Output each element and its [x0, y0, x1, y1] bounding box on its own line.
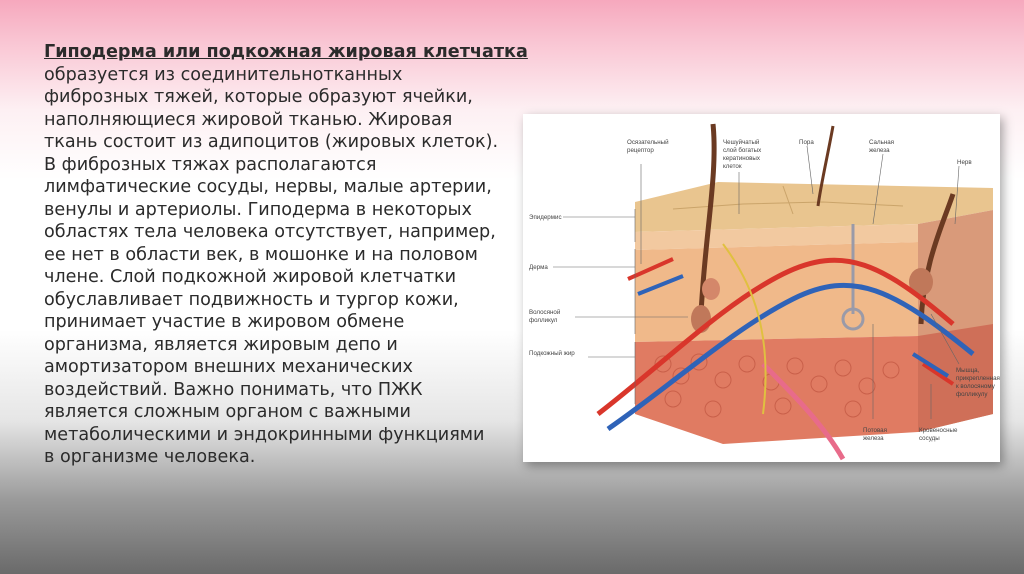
- slide-title: Гиподерма или подкожная жировая клетчатка: [44, 42, 528, 62]
- label-nerve: [957, 159, 972, 166]
- label-line: слой богатых: [723, 147, 762, 154]
- body-line: лимфатические сосуды, нервы, малые артерии,: [44, 177, 492, 197]
- label-line: фолликулу: [956, 391, 988, 398]
- body-line: образуется из соединительнотканных: [44, 64, 403, 85]
- label-keratin: [723, 139, 762, 170]
- body-line: областях тела человека отсутствует, например,: [44, 222, 496, 242]
- label-dermis: [529, 264, 548, 271]
- body-line: фиброзных тяжей, которые образуют ячейки,: [44, 87, 473, 107]
- body-line: ткань состоит из адипоцитов (жировых клеток).: [44, 132, 499, 152]
- body-line: метаболическими и эндокринными функциями: [44, 424, 485, 445]
- label-pore: [799, 139, 814, 146]
- body-line: организма, является жировым депо и: [44, 334, 398, 355]
- label-line: железа: [869, 147, 890, 154]
- skin-cross-section-illustration: [523, 114, 1000, 462]
- label-line: фолликул: [529, 317, 558, 324]
- label-muscle: [956, 367, 1000, 398]
- label-line: Дерма: [529, 264, 548, 271]
- body-line: венулы и артериолы. Гиподерма в некоторых: [44, 199, 472, 220]
- label-sebaceous: [869, 139, 894, 154]
- body-line: члене. Слой подкожной жировой клетчатки: [44, 267, 457, 287]
- label-line: Подкожный жир: [529, 350, 575, 357]
- label-line: Нерв: [957, 159, 972, 166]
- body-line: ее нет в области век, в мошонке и на половом: [44, 244, 478, 265]
- label-line: Пора: [799, 139, 814, 146]
- label-vessels: [919, 427, 958, 442]
- sebaceous-gland: [702, 278, 720, 300]
- body-line: принимает участие в жировом обмене: [44, 312, 405, 332]
- body-line: амортизатором внешних механических: [44, 357, 413, 377]
- body-line: обуславливает подвижность и тургор кожи,: [44, 289, 459, 310]
- slide-body: [44, 64, 532, 469]
- body-line: является сложным органом с важными: [44, 402, 411, 422]
- label-line: прикрепленная: [956, 375, 1000, 382]
- label-line: сосуды: [919, 435, 940, 442]
- label-line: Осязательный: [627, 139, 669, 146]
- label-line: Потовая: [863, 427, 887, 434]
- label-line: Кровеносные: [919, 427, 958, 434]
- label-fat: [529, 350, 575, 357]
- label-follicle: [529, 309, 561, 324]
- label-line: Эпидермис: [529, 214, 562, 221]
- body-line: В фиброзных тяжах располагаются: [44, 154, 377, 175]
- label-line: Чешуйчатый: [723, 139, 760, 146]
- label-receptor: [627, 139, 669, 154]
- label-line: железа: [863, 435, 884, 442]
- label-sweat: [863, 427, 887, 442]
- label-line: Мышца,: [956, 367, 980, 374]
- label-line: рецептор: [627, 147, 654, 154]
- body-line: в организме человека.: [44, 447, 256, 467]
- slide-text: [44, 41, 532, 469]
- body-line: воздействий. Важно понимать, что ПЖК: [44, 379, 423, 400]
- label-epidermis: [529, 214, 562, 221]
- label-line: Сальная: [869, 139, 895, 146]
- label-line: к волосяному: [956, 383, 995, 390]
- body-line: наполняющиеся жировой тканью. Жировая: [44, 109, 453, 130]
- label-line: Волосяной: [529, 309, 561, 316]
- skin-diagram: [523, 114, 1000, 462]
- label-line: кератиновых: [723, 155, 760, 162]
- label-line: клеток: [723, 163, 742, 170]
